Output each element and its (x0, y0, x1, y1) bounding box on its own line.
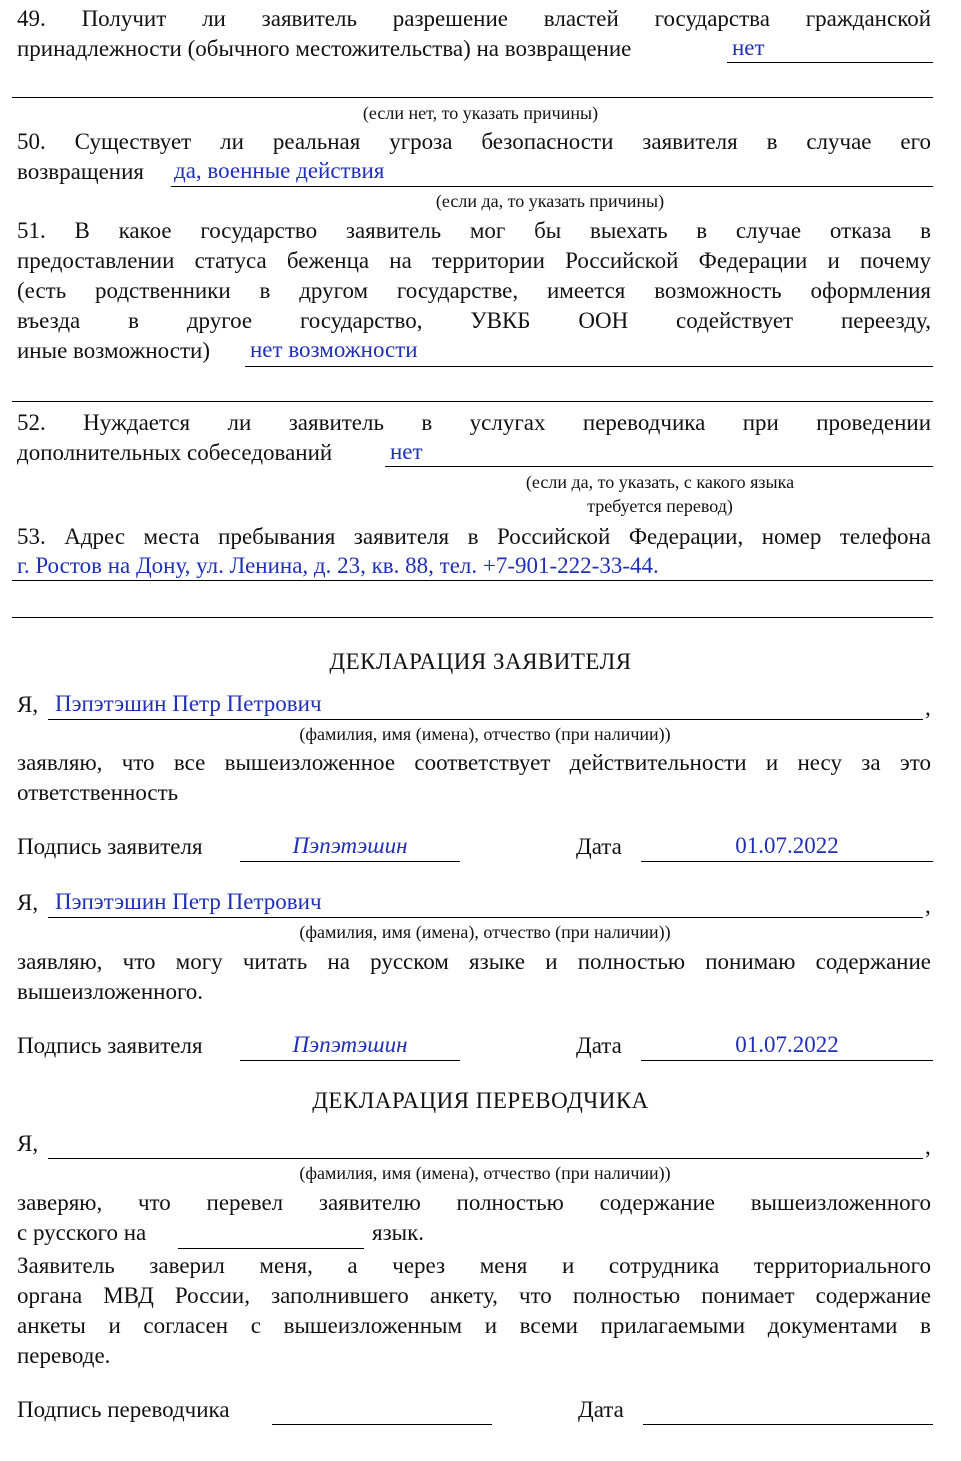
translator-p3-text: анкеты и согласен с вышеизложенным и всеми прилагаемыми документами в (17, 1313, 931, 1338)
q51-text-line1: В какое государство заявитель мог бы выехать в случае отказа в (74, 218, 931, 243)
applicant-date-1[interactable]: 01.07.2022 (735, 833, 839, 858)
q51-number: 51. (17, 218, 46, 243)
q53-text-line1: Адрес места пребывания заявителя в Российской Федерации, номер телефона (64, 524, 931, 549)
applicant-date-1-line (641, 861, 933, 862)
q51-line4 (17, 306, 931, 336)
applicant-date-label-2: Дата (576, 1033, 622, 1058)
q49-line2: принадлежности (обычного местожительства) на возвращение (17, 36, 632, 61)
q51-extra-line (12, 401, 933, 402)
q52-answer-line (385, 466, 933, 467)
q50-line2: возвращения (17, 159, 144, 184)
applicant-signature-1-line (240, 861, 460, 862)
translator-signature-label: Подпись переводчика (17, 1397, 230, 1422)
q49-caption: (если нет, то указать причины) (362, 103, 599, 123)
translator-date-line[interactable] (643, 1424, 933, 1425)
applicant-name-2[interactable]: Пэпэтэшин Петр Петрович (55, 889, 322, 914)
q51-text-line3: (есть родственники в другом государстве, имеется возможность оформления (17, 278, 931, 303)
q51-answer-line (245, 366, 933, 367)
q49-text-line1: Получит ли заявитель разрешение властей государства гражданской (81, 6, 932, 31)
q51-answer[interactable]: нет возможности (250, 337, 418, 362)
q49-number: 49. (17, 6, 46, 31)
applicant-date-2[interactable]: 01.07.2022 (735, 1032, 839, 1057)
translator-name-line[interactable] (48, 1158, 923, 1159)
q52-line2: дополнительных собеседований (17, 440, 333, 465)
translator-line1-text: заверяю, что перевел заявителю полностью содержание вышеизложенного (17, 1190, 931, 1215)
translator-i-prefix: Я, (17, 1131, 39, 1156)
translator-p1 (17, 1251, 931, 1281)
translator-comma: , (925, 1134, 931, 1159)
q52-answer[interactable]: нет (390, 439, 423, 464)
q53-answer-line (12, 580, 933, 581)
applicant-i-prefix-1: Я, (17, 692, 39, 717)
declaration-translator-title: ДЕКЛАРАЦИЯ ПЕРЕВОДЧИКА (312, 1088, 649, 1113)
applicant-statement1-line2: ответственность (17, 780, 179, 805)
q52-number: 52. (17, 410, 46, 435)
translator-date-label: Дата (578, 1397, 624, 1422)
q51-text-line4: въезда в другое государство, УВКБ ООН содействует переезду, (17, 308, 931, 333)
q50-answer[interactable]: да, военные действия (174, 158, 385, 183)
q49-line1 (17, 4, 931, 34)
applicant-name-1[interactable]: Пэпэтэшин Петр Петрович (55, 691, 322, 716)
q50-answer-line (171, 186, 933, 187)
q52-caption2: требуется перевод) (587, 496, 733, 516)
q53-extra-line (12, 617, 933, 618)
translator-line1 (17, 1188, 931, 1218)
applicant-statement2-text: заявляю, что могу читать на русском языке и полностью понимаю содержание (17, 949, 931, 974)
applicant-name-caption-1: (фамилия, имя (имена), отчество (при наличии)) (299, 724, 671, 744)
q51-line5: иные возможности) (17, 338, 210, 363)
q53-line1 (17, 522, 931, 552)
q53-number: 53. (17, 524, 46, 549)
translator-p1-text: Заявитель заверил меня, а через меня и сотрудника территориального (17, 1253, 931, 1278)
q52-text-line1: Нуждается ли заявитель в услугах переводчика при проведении (83, 410, 932, 435)
q50-number: 50. (17, 129, 46, 154)
translator-p3 (17, 1311, 931, 1341)
q49-answer-line (727, 62, 933, 63)
translator-p4: переводе. (17, 1343, 111, 1368)
translator-name-caption: (фамилия, имя (имена), отчество (при наличии)) (299, 1163, 671, 1183)
translator-signature-line[interactable] (272, 1424, 492, 1425)
translator-p2 (17, 1281, 931, 1311)
q50-caption: (если да, то указать причины) (435, 191, 665, 211)
q50-text-line1: Существует ли реальная угроза безопасности заявителя в случае его (74, 129, 932, 154)
translator-line2b: язык. (372, 1220, 425, 1245)
applicant-statement2-line1 (17, 947, 931, 977)
translator-line2a: с русского на (17, 1220, 147, 1245)
applicant-name-1-line (48, 719, 923, 720)
q52-line1 (17, 408, 931, 438)
applicant-comma-2: , (925, 893, 931, 918)
applicant-statement1-line1 (17, 748, 931, 778)
applicant-signature-label-2: Подпись заявителя (17, 1033, 203, 1058)
applicant-date-2-line (641, 1060, 933, 1061)
applicant-statement1-text: заявляю, что все вышеизложенное соответствует действительности и несу за это (17, 750, 931, 775)
q50-line1 (17, 127, 931, 157)
q51-line2 (17, 246, 931, 276)
applicant-statement2-line2: вышеизложенного. (17, 979, 204, 1004)
q49-extra-line (12, 97, 933, 98)
q53-answer[interactable]: г. Ростов на Дону, ул. Ленина, д. 23, кв. 88, тел. +7-901-222-33-44. (17, 553, 659, 578)
applicant-date-label-1: Дата (576, 834, 622, 859)
applicant-signature-2-line (240, 1060, 460, 1061)
q51-line1 (17, 216, 931, 246)
declaration-applicant-title: ДЕКЛАРАЦИЯ ЗАЯВИТЕЛЯ (329, 649, 632, 674)
translator-p2-text: органа МВД России, заполнившего анкету, что полностью понимает содержание (17, 1283, 931, 1308)
applicant-name-2-line (48, 917, 923, 918)
q52-caption1: (если да, то указать, с какого языка (525, 472, 795, 492)
applicant-signature-label-1: Подпись заявителя (17, 834, 203, 859)
q51-line3 (17, 276, 931, 306)
applicant-comma-1: , (925, 695, 931, 720)
applicant-i-prefix-2: Я, (17, 890, 39, 915)
applicant-name-caption-2: (фамилия, имя (имена), отчество (при наличии)) (299, 922, 671, 942)
q51-text-line2: предоставлении статуса беженца на территории Российской Федерации и почему (17, 248, 931, 273)
applicant-signature-1[interactable]: Пэпэтэшин (292, 833, 408, 858)
q49-answer[interactable]: нет (732, 35, 765, 60)
translator-language-line[interactable] (178, 1248, 364, 1249)
applicant-signature-2[interactable]: Пэпэтэшин (292, 1032, 408, 1057)
